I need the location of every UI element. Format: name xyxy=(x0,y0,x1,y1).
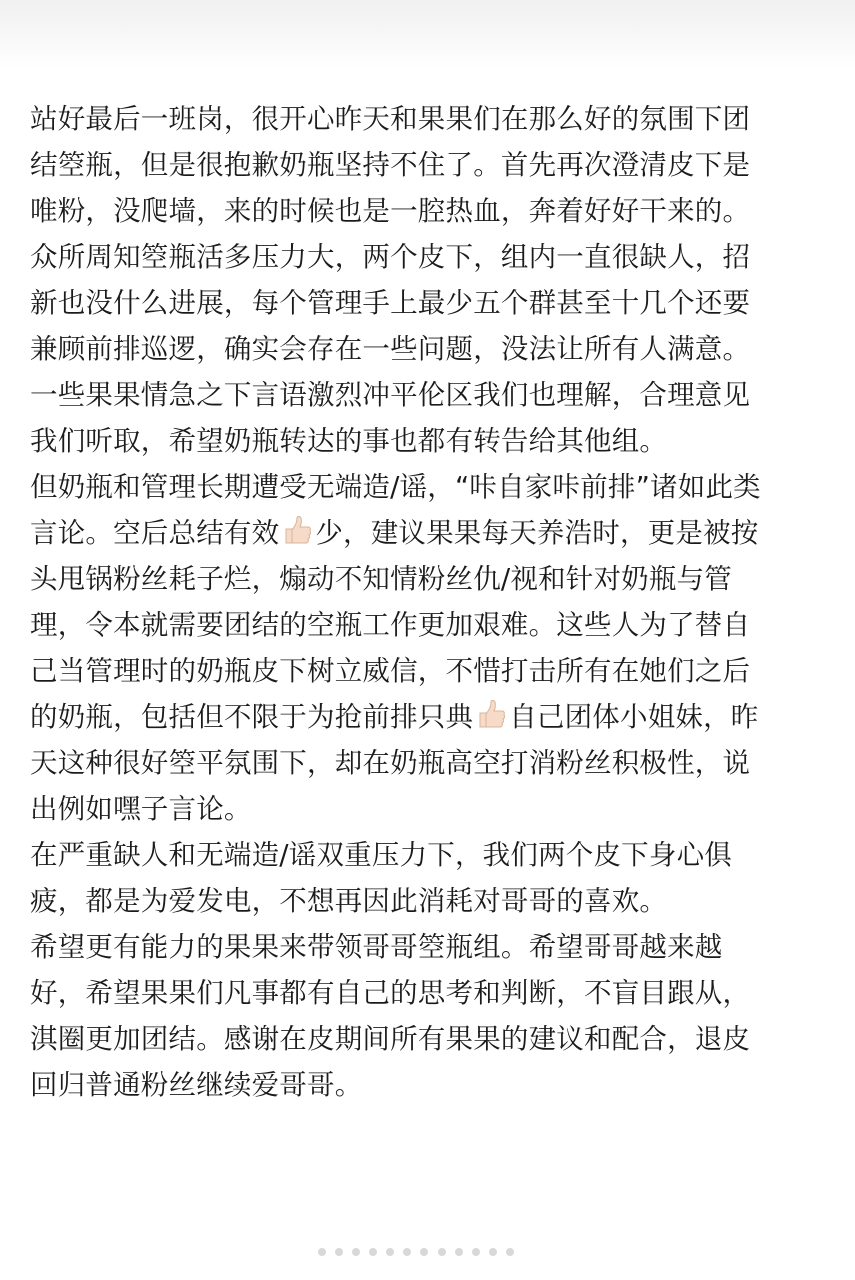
text-line: 我们听取，希望奶瓶转达的事也都有转告给其他组。 xyxy=(30,425,668,457)
post-text xyxy=(30,96,830,1108)
dot xyxy=(506,1248,514,1256)
text-line: 希望更有能力的果果来带领哥哥箜瓶组。希望哥哥越来越 xyxy=(30,931,723,963)
text-line: 在严重缺人和无端造/谣双重压力下，我们两个皮下身心俱 xyxy=(30,839,732,871)
paragraph-6 xyxy=(30,924,830,1108)
text-segment: 言论。空后总结有效 xyxy=(30,517,280,549)
text-line: 兼顾前排巡逻，确实会存在一些问题，没法让所有人满意。 xyxy=(30,333,751,365)
dot xyxy=(386,1248,394,1256)
text-segment: 少，建议果果每天养浩时，更是被按 xyxy=(315,517,759,549)
paragraph-5 xyxy=(30,832,830,924)
dot xyxy=(369,1248,377,1256)
text-line: 淇圈更加团结。感谢在皮期间所有果果的建议和配合，退皮 xyxy=(30,1023,751,1055)
dot xyxy=(318,1248,326,1256)
dot xyxy=(335,1248,343,1256)
text-line: 唯粉，没爬墙，来的时候也是一腔热血，奔着好好干来的。 xyxy=(30,195,751,227)
dot xyxy=(472,1248,480,1256)
text-line: 新也没什么进展，每个管理手上最少五个群甚至十几个还要 xyxy=(30,287,751,319)
text-line xyxy=(30,694,830,740)
text-line: 疲，都是为爱发电，不想再因此消耗对哥哥的喜欢。 xyxy=(30,885,668,917)
text-line: 一些果果情急之下言语激烈冲平伦区我们也理解，合理意见 xyxy=(30,379,751,411)
paragraph-2 xyxy=(30,234,830,372)
paragraph-4 xyxy=(30,464,830,832)
text-line: 出例如嘿子言论。 xyxy=(30,793,252,825)
dot xyxy=(455,1248,463,1256)
top-shadow xyxy=(0,0,855,70)
text-segment: 自己团体小姐妹，昨 xyxy=(509,701,759,733)
paragraph-1 xyxy=(30,96,830,234)
text-line: 头甩锅粉丝耗子烂，煽动不知情粉丝仇/视和针对奶瓶与管 xyxy=(30,563,732,595)
text-line: 好，希望果果们凡事都有自己的思考和判断，不盲目跟从， xyxy=(30,977,751,1009)
bottom-watermark-dots xyxy=(318,1248,514,1258)
paragraph-3 xyxy=(30,372,830,464)
text-line: 天这种很好箜平氛围下，却在奶瓶高空打消粉丝积极性，说 xyxy=(30,747,751,779)
dot xyxy=(403,1248,411,1256)
dot xyxy=(420,1248,428,1256)
text-line: 结箜瓶，但是很抱歉奶瓶坚持不住了。首先再次澄清皮下是 xyxy=(30,149,751,181)
text-line xyxy=(30,510,830,556)
text-line: 己当管理时的奶瓶皮下树立威信，不惜打击所有在她们之后 xyxy=(30,655,751,687)
dot xyxy=(352,1248,360,1256)
thumbs-up-icon xyxy=(474,698,508,732)
text-line: 理，令本就需要团结的空瓶工作更加艰难。这些人为了替自 xyxy=(30,609,751,641)
text-segment: 的奶瓶，包括但不限于为抢前排只典 xyxy=(30,701,474,733)
text-line: 站好最后一班岗，很开心昨天和果果们在那么好的氛围下团 xyxy=(30,103,751,135)
dot xyxy=(489,1248,497,1256)
text-line: 回归普通粉丝继续爱哥哥。 xyxy=(30,1069,363,1101)
thumbs-up-icon xyxy=(280,514,314,548)
text-line: 众所周知箜瓶活多压力大，两个皮下，组内一直很缺人，招 xyxy=(30,241,751,273)
dot xyxy=(438,1248,446,1256)
text-line: 但奶瓶和管理长期遭受无端造/谣，“咔自家咔前排”诸如此类 xyxy=(30,471,761,503)
